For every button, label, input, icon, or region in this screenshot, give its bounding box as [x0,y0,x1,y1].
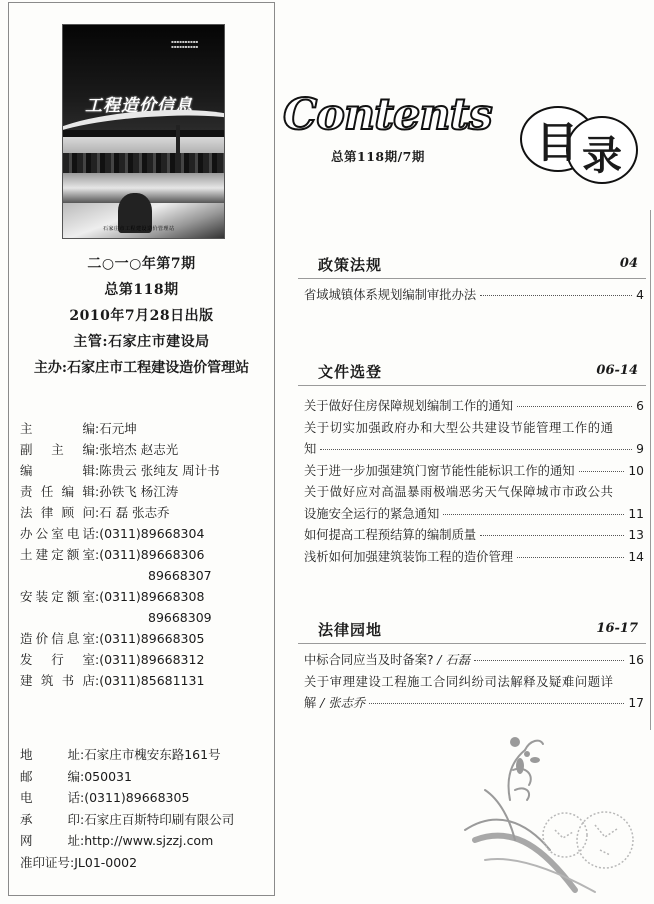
staff-value: 陈贵云 张纯友 周计书 [99,463,220,478]
entry-title: 浅析如何加强建筑装饰工程的造价管理 [304,549,514,564]
staff-value: 张培杰 赵志光 [99,442,179,457]
phone-value: (0311)89668308 [99,589,205,604]
section-header [298,252,646,279]
entry-page: 10 [628,463,644,478]
cover-image [62,24,225,239]
toc-entry[interactable] [304,547,646,569]
website-row: 网址:http://www.sjzzj.com [20,830,270,852]
entry-author: / 张志乔 [320,696,366,710]
toc-entry[interactable] [304,285,646,307]
entry-page: 16 [628,653,644,667]
address-value: 石家庄市槐安东路161号 [84,747,221,762]
staff-label: 主编 [20,421,95,436]
entry-title-text: 中标合同应当及时备案? [304,653,434,667]
phone-value: 89668309 [148,610,212,625]
entry-title-cont: 知 [304,442,317,456]
address-label: 地址 [20,747,80,762]
phone-label: 造价信息室 [20,631,95,646]
cover-skyline [63,153,224,173]
toc-entry[interactable] [304,482,646,504]
staff-row: 副主编:张培杰 赵志光 [20,439,270,460]
entry-page: 4 [636,288,644,302]
entry-title [304,650,470,672]
floral-ornament-icon [455,730,645,900]
printer-value: 石家庄百斯特印刷有限公司 [84,811,235,827]
badge-char-lu: 录 [582,133,622,179]
phone-value: 89668307 [148,568,212,583]
postcode-label: 邮编 [20,768,80,784]
section-pages: 04 [619,256,638,271]
printer-row: 承印:石家庄百斯特印刷有限公司 [20,809,270,831]
supervisor: 主管:石家庄市建设局 [73,334,210,350]
toc-entry[interactable] [304,418,646,440]
toc-section-legal [298,617,646,715]
mulu-badge [520,104,636,184]
section-pages: 06-14 [596,363,638,378]
tel-row: 电话:(0311)89668305 [20,787,270,809]
staff-row: 主编:石元坤 [20,418,270,439]
entry-title: 关于审理建设工程施工合同纠纷司法解释及疑难问题详 [304,674,614,689]
section-pages: 16-17 [596,621,638,636]
tel-label: 电话 [20,790,80,805]
phone-value: (0311)89668306 [99,547,205,562]
entry-page: 14 [628,549,644,564]
leader-dots [369,703,624,704]
entry-list [298,279,646,307]
phone-row: 土建定额室:(0311)89668306 [20,544,270,565]
cover-publisher: 石家庄市工程建设造价管理站 [103,226,175,232]
phone-label: 发行室 [20,652,95,667]
toc-entry-cont[interactable] [304,439,646,461]
staff-row: 法律顾问:石 磊 张志乔 [20,502,270,523]
entry-list [298,644,646,715]
entry-title-text: 解 [304,696,317,710]
contact-info [20,744,270,873]
toc-entry-cont[interactable] [304,693,646,715]
leader-dots [474,660,624,661]
total-issue: 总第118期 [104,282,179,298]
website-label: 网址 [20,833,80,848]
entry-page: 11 [628,506,644,521]
issue-info [8,251,275,381]
website-link[interactable]: http://www.sjzzj.com [84,833,214,848]
tel-value: (0311)89668305 [84,790,190,805]
staff-label: 法律顾问 [20,505,95,520]
printer-label: 承印 [20,811,80,827]
staff-value: 石元坤 [99,421,137,436]
contents-heading: Contents [283,90,492,140]
postcode-row: 邮编:050031 [20,766,270,788]
phone-row: 建筑书店:(0311)85681131 [20,670,270,691]
section-title: 政策法规 [318,256,383,274]
badge-char-mu: 目 [536,118,579,167]
phone-value: (0311)89668305 [99,631,205,646]
leader-dots [517,406,632,407]
cover-top-text: ▪▪▪▪▪▪▪▪▪▪ ▪▪▪▪▪▪▪▪▪▪ [171,39,199,49]
staff-value: 孙铁飞 杨江涛 [99,484,179,499]
phone-row [20,565,270,586]
entry-title: 关于进一步加强建筑门窗节能性能标识工作的通知 [304,463,575,478]
phone-label: 建筑书店 [20,673,95,688]
toc-entry[interactable] [304,672,646,694]
entry-title: 关于做好住房保障规划编制工作的通知 [304,399,514,413]
leader-dots [517,557,624,558]
phone-label: 办公室电话 [20,526,95,541]
section-header [298,359,646,386]
publish-date: 2010年7月28日出版 [69,308,214,324]
leader-dots [480,535,624,536]
staff-row: 责任编辑:孙铁飞 杨江涛 [20,481,270,502]
postcode-value: 050031 [84,768,132,784]
phone-row: 造价信息室:(0311)89668305 [20,628,270,649]
staff-label: 责任编辑 [20,484,95,499]
entry-title: 关于切实加强政府办和大型公共建设节能管理工作的通 [304,420,614,435]
toc-entry[interactable] [304,396,646,418]
leader-dots [480,295,632,296]
entry-author: / 石磊 [437,653,471,667]
entry-page: 9 [636,442,644,456]
staff-label: 副主编 [20,442,95,457]
phone-label: 安装定额室 [20,589,95,604]
phone-label: 土建定额室 [20,547,95,562]
issue-line: 总第118期/7期 [331,149,425,164]
leader-dots [579,471,625,472]
toc-entry-cont[interactable] [304,504,646,526]
toc-entry[interactable] [304,461,646,483]
section-title: 文件选登 [318,363,383,381]
phone-value: (0311)89668312 [99,652,205,667]
staff-value: 石 磊 张志乔 [99,505,170,520]
license-number: 准印证号:JL01-0002 [20,854,138,870]
entry-title-cont: 设施安全运行的紧急通知 [304,506,440,521]
staff-label: 编辑 [20,463,95,478]
phone-row [20,607,270,628]
phone-row: 安装定额室:(0311)89668308 [20,586,270,607]
address-row: 地址:石家庄市槐安东路161号 [20,744,270,766]
entry-title: 关于做好应对高温暴雨极端恶劣天气保障城市市政公共 [304,485,614,499]
toc-section-documents [298,359,646,568]
staff-row: 编辑:陈贵云 张纯友 周计书 [20,460,270,481]
section-title: 法律园地 [318,621,383,639]
entry-title: 如何提高工程预结算的编制质量 [304,528,477,542]
entry-title-cont [304,693,365,715]
toc-entry[interactable] [304,650,646,672]
year-issue: 二○一○年第7期 [87,256,196,272]
staff-list [20,418,270,691]
toc-entry[interactable] [304,525,646,547]
leader-dots [320,449,632,450]
entry-list [298,386,646,568]
entry-page: 6 [636,399,644,413]
phone-value: (0311)89668304 [99,526,205,541]
entry-title: 省域城镇体系规划编制审批办法 [304,288,477,302]
page-edge-rule [650,210,651,730]
entry-page: 13 [628,528,644,542]
sponsor: 主办:石家庄市工程建设造价管理站 [33,360,250,376]
toc-section-policy [298,252,646,307]
entry-page: 17 [628,696,644,710]
leader-dots [443,514,624,515]
phone-value: (0311)85681131 [99,673,205,688]
section-header [298,617,646,644]
phone-row: 办公室电话:(0311)89668304 [20,523,270,544]
phone-row: 发行室:(0311)89668312 [20,649,270,670]
cover-title: 工程造价信息 [85,96,193,116]
